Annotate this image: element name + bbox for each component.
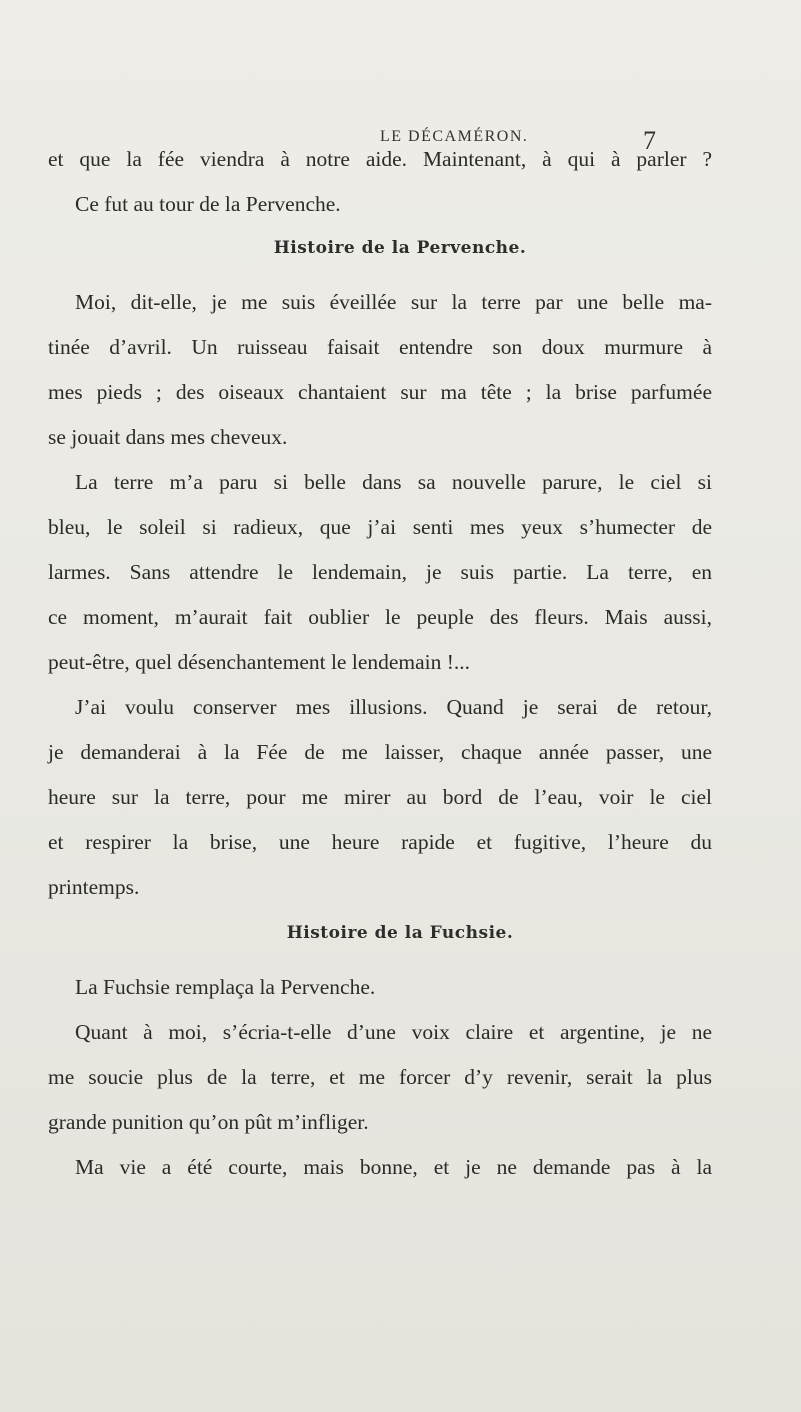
text-line: Ce fut au tour de la Pervenche. bbox=[75, 192, 341, 216]
text-line: je demanderai à la Fée de me laisser, chaque année passer, une bbox=[48, 740, 712, 764]
section-heading: Histoire de la Pervenche. bbox=[273, 238, 527, 258]
text-line: tinée d’avril. Un ruisseau faisait entendre son doux murmure à bbox=[48, 335, 712, 359]
text-line: bleu, le soleil si radieux, que j’ai senti mes yeux s’humecter de bbox=[48, 515, 712, 539]
text-line: Moi, dit-elle, je me suis éveillée sur la terre par une belle ma- bbox=[75, 290, 712, 314]
text-line: Ma vie a été courte, mais bonne, et je ne demande pas à la bbox=[75, 1155, 712, 1179]
section-heading: Histoire de la Fuchsie. bbox=[286, 923, 514, 943]
text-line: me soucie plus de la terre, et me forcer d’y revenir, serait la plus bbox=[48, 1065, 712, 1089]
running-title: LE DÉCAMÉRON. bbox=[380, 128, 529, 145]
text-line: mes pieds ; des oiseaux chantaient sur ma tête ; la brise parfumée bbox=[48, 380, 712, 404]
text-line: La terre m’a paru si belle dans sa nouvelle parure, le ciel si bbox=[75, 470, 712, 494]
text-line: peut-être, quel désenchantement le lendemain !... bbox=[48, 650, 471, 674]
text-line: et que la fée viendra à notre aide. Maintenant, à qui à parler ? bbox=[48, 147, 712, 171]
text-line: J’ai voulu conserver mes illusions. Quand je serai de retour, bbox=[75, 695, 712, 719]
text-line: larmes. Sans attendre le lendemain, je suis partie. La terre, en bbox=[48, 560, 712, 584]
text-line: heure sur la terre, pour me mirer au bord de l’eau, voir le ciel bbox=[48, 785, 712, 809]
text-line: grande punition qu’on pût m’infliger. bbox=[48, 1110, 369, 1134]
text-line: ce moment, m’aurait fait oublier le peuple des fleurs. Mais aussi, bbox=[48, 605, 712, 629]
text-line: se jouait dans mes cheveux. bbox=[48, 425, 288, 449]
text-line: Quant à moi, s’écria-t-elle d’une voix claire et argentine, je ne bbox=[75, 1020, 712, 1044]
text-line: et respirer la brise, une heure rapide et fugitive, l’heure du bbox=[48, 830, 712, 854]
page-number: 7 bbox=[643, 126, 656, 155]
text-line: printemps. bbox=[48, 875, 140, 899]
text-line: La Fuchsie remplaça la Pervenche. bbox=[75, 975, 376, 999]
